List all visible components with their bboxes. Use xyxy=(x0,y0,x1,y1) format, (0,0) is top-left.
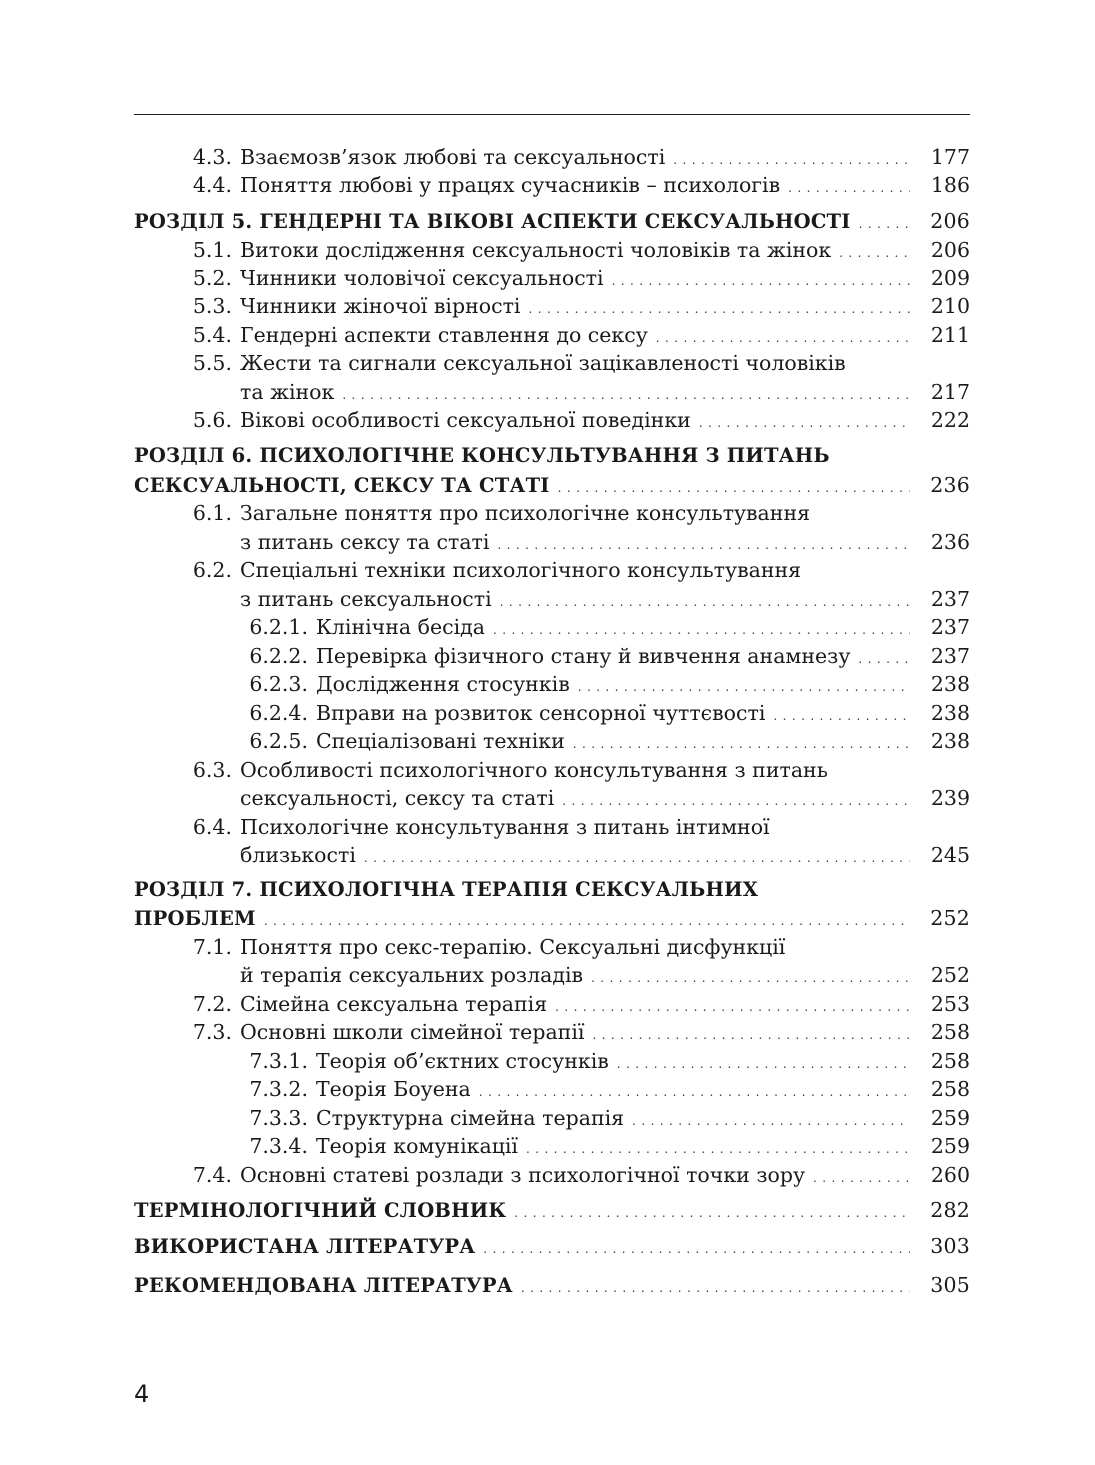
page-ref: 211 xyxy=(930,323,970,347)
page-ref: 259 xyxy=(930,1106,970,1130)
dot-leader xyxy=(364,841,910,869)
toc-subentry xyxy=(0,1047,1095,1075)
section-number: 6.3. xyxy=(192,758,232,782)
page-ref: 209 xyxy=(930,266,970,290)
page-ref: 258 xyxy=(930,1049,970,1073)
subsection-number: 6.2.1. xyxy=(249,615,308,639)
dot-leader xyxy=(788,171,910,199)
dot-leader xyxy=(479,1075,910,1103)
toc-subentry xyxy=(0,727,1095,755)
page-ref: 238 xyxy=(930,672,970,696)
dot-leader xyxy=(562,784,910,812)
page-ref: 303 xyxy=(930,1234,970,1258)
section-number: 7.4. xyxy=(192,1163,232,1187)
dot-leader xyxy=(342,378,910,406)
section-title-continued: з питань сексуальності xyxy=(240,587,492,611)
dot-leader xyxy=(858,642,910,670)
dot-leader xyxy=(591,961,910,989)
section-title: Основні школи сімейної терапії xyxy=(240,1020,585,1044)
section-title: Сімейна сексуальна терапія xyxy=(240,992,548,1016)
dot-leader xyxy=(632,1104,910,1132)
dot-leader xyxy=(699,406,910,434)
toc-subentry xyxy=(0,699,1095,727)
section-title: Загальне поняття про психологічне консультування xyxy=(240,501,811,525)
section-title-continued: та жінок xyxy=(240,380,335,404)
references-title: ВИКОРИСТАНА ЛІТЕРАТУРА xyxy=(134,1235,476,1258)
section-number: 5.1. xyxy=(192,238,232,262)
subsection-number: 6.2.5. xyxy=(249,729,308,753)
section-title: Чинники чоловічої сексуальності xyxy=(240,266,604,290)
toc-entry xyxy=(0,1018,1095,1046)
subsection-title: Клінічна бесіда xyxy=(316,615,485,639)
toc-entry xyxy=(0,990,1095,1018)
chapter-title: РОЗДІЛ 5. ГЕНДЕРНІ ТА ВІКОВІ АСПЕКТИ СЕКСУАЛЬНОСТІ xyxy=(134,210,851,233)
toc-chapter xyxy=(0,442,1095,470)
toc-entry xyxy=(0,406,1095,434)
toc-chapter xyxy=(0,1196,1095,1225)
page-ref: 222 xyxy=(930,408,970,432)
section-title: Чинники жіночої вірності xyxy=(240,294,521,318)
subsection-title: Перевірка фізичного стану й вивчення анамнезу xyxy=(316,644,851,668)
page-ref: 237 xyxy=(930,615,970,639)
subsection-title: Спеціалізовані техніки xyxy=(316,729,565,753)
toc-chapter-continuation xyxy=(0,904,1095,933)
dot-leader xyxy=(497,528,910,556)
toc-entry xyxy=(0,756,1095,784)
toc-entry-continuation xyxy=(0,961,1095,989)
section-number: 4.4. xyxy=(192,173,232,197)
chapter-title-continued: СЕКСУАЛЬНОСТІ, СЕКСУ ТА СТАТІ xyxy=(134,474,550,497)
page-ref: 177 xyxy=(930,145,970,169)
toc-subentry xyxy=(0,613,1095,641)
toc-subentry xyxy=(0,1132,1095,1160)
toc-entry xyxy=(0,349,1095,377)
chapter-title: РОЗДІЛ 6. ПСИХОЛОГІЧНЕ КОНСУЛЬТУВАННЯ З ПИТАНЬ xyxy=(134,444,830,467)
page-ref: 217 xyxy=(930,380,970,404)
page-ref: 258 xyxy=(930,1077,970,1101)
section-number: 4.3. xyxy=(192,145,232,169)
toc-entry xyxy=(0,321,1095,349)
dot-leader xyxy=(526,1132,910,1160)
dot-leader xyxy=(859,208,910,236)
section-title: Гендерні аспекти ставлення до сексу xyxy=(240,323,648,347)
subsection-title: Дослідження стосунків xyxy=(316,672,570,696)
toc-subentry xyxy=(0,1075,1095,1103)
section-title: Спеціальні техніки психологічного консультування xyxy=(240,558,802,582)
section-number: 5.6. xyxy=(192,408,232,432)
toc-chapter xyxy=(0,1271,1095,1300)
page-ref: 252 xyxy=(930,963,970,987)
page-ref: 238 xyxy=(930,729,970,753)
subsection-number: 7.3.4. xyxy=(249,1134,308,1158)
toc-entry-continuation xyxy=(0,378,1095,406)
dot-leader xyxy=(592,1018,910,1046)
dot-leader xyxy=(813,1161,910,1189)
page-ref: 258 xyxy=(930,1020,970,1044)
subsection-title: Вправи на розвиток сенсорної чуттєвості xyxy=(316,701,766,725)
dot-leader xyxy=(483,1233,910,1261)
section-number: 5.5. xyxy=(192,351,232,375)
page-ref: 236 xyxy=(930,473,970,497)
dot-leader xyxy=(573,727,910,755)
section-title: Психологічне консультування з питань інтимної xyxy=(240,815,770,839)
page-ref: 238 xyxy=(930,701,970,725)
section-title-continued: й терапія сексуальних розладів xyxy=(240,963,584,987)
section-number: 6.2. xyxy=(192,558,232,582)
section-number: 6.4. xyxy=(192,815,232,839)
recommended-reading-title: РЕКОМЕНДОВАНА ЛІТЕРАТУРА xyxy=(134,1274,513,1297)
subsection-title: Теорія об’єктних стосунків xyxy=(316,1049,609,1073)
dot-leader xyxy=(773,699,910,727)
dot-leader xyxy=(578,670,910,698)
chapter-title-continued: ПРОБЛЕМ xyxy=(134,907,256,930)
subsection-number: 7.3.1. xyxy=(249,1049,308,1073)
toc-entry xyxy=(0,813,1095,841)
toc-chapter xyxy=(0,1232,1095,1261)
page-ref: 206 xyxy=(930,209,970,233)
page-number: 4 xyxy=(134,1380,150,1408)
page-ref: 253 xyxy=(930,992,970,1016)
toc-chapter-continuation xyxy=(0,471,1095,500)
section-number: 6.1. xyxy=(192,501,232,525)
section-title: Жести та сигнали сексуальної зацікавленості чоловіків xyxy=(240,351,846,375)
subsection-number: 6.2.4. xyxy=(249,701,308,725)
section-title: Основні статеві розлади з психологічної точки зору xyxy=(240,1163,806,1187)
toc-entry xyxy=(0,499,1095,527)
section-number: 5.3. xyxy=(192,294,232,318)
dot-leader xyxy=(558,472,910,500)
toc-entry-continuation xyxy=(0,841,1095,869)
subsection-title: Теорія Боуена xyxy=(316,1077,471,1101)
dot-leader xyxy=(656,321,910,349)
toc-entry-continuation xyxy=(0,585,1095,613)
subsection-number: 6.2.3. xyxy=(249,672,308,696)
page-ref: 206 xyxy=(930,238,970,262)
section-number: 7.2. xyxy=(192,992,232,1016)
page-ref: 237 xyxy=(930,587,970,611)
dot-leader xyxy=(673,143,910,171)
dot-leader xyxy=(617,1047,910,1075)
toc-subentry xyxy=(0,642,1095,670)
section-title: Взаємозв’язок любові та сексуальності xyxy=(240,145,666,169)
dot-leader xyxy=(264,905,910,933)
page-ref: 210 xyxy=(930,294,970,318)
section-title: Вікові особливості сексуальної поведінки xyxy=(240,408,691,432)
section-title-continued: з питань сексу та статі xyxy=(240,530,490,554)
dot-leader xyxy=(493,613,910,641)
toc-entry-continuation xyxy=(0,784,1095,812)
toc-entry xyxy=(0,556,1095,584)
page-ref: 305 xyxy=(930,1273,970,1297)
section-title: Поняття любові у працях сучасників – психологів xyxy=(240,173,781,197)
toc-entry-continuation xyxy=(0,528,1095,556)
page-ref: 239 xyxy=(930,786,970,810)
dot-leader xyxy=(521,1272,910,1300)
toc-entry xyxy=(0,264,1095,292)
toc-entry xyxy=(0,933,1095,961)
page-ref: 282 xyxy=(930,1198,970,1222)
dot-leader xyxy=(514,1197,910,1225)
chapter-title: РОЗДІЛ 7. ПСИХОЛОГІЧНА ТЕРАПІЯ СЕКСУАЛЬНИХ xyxy=(134,878,759,901)
toc-chapter xyxy=(0,207,1095,236)
subsection-title: Структурна сімейна терапія xyxy=(316,1106,625,1130)
toc-chapter xyxy=(0,876,1095,904)
toc-entry xyxy=(0,171,1095,199)
dot-leader xyxy=(555,990,910,1018)
toc-entry xyxy=(0,292,1095,320)
section-number: 5.4. xyxy=(192,323,232,347)
subsection-number: 7.3.2. xyxy=(249,1077,308,1101)
section-title: Поняття про секс-терапію. Сексуальні дисфункції xyxy=(240,935,786,959)
page-ref: 245 xyxy=(930,843,970,867)
page-ref: 237 xyxy=(930,644,970,668)
page-ref: 236 xyxy=(930,530,970,554)
subsection-title: Теорія комунікації xyxy=(316,1134,518,1158)
page-ref: 186 xyxy=(930,173,970,197)
page-ref: 260 xyxy=(930,1163,970,1187)
section-title: Особливості психологічного консультування з питань xyxy=(240,758,828,782)
toc-entry xyxy=(0,143,1095,171)
glossary-title: ТЕРМІНОЛОГІЧНИЙ СЛОВНИК xyxy=(134,1199,507,1222)
section-number: 7.3. xyxy=(192,1020,232,1044)
subsection-number: 7.3.3. xyxy=(249,1106,308,1130)
section-number: 7.1. xyxy=(192,935,232,959)
dot-leader xyxy=(500,585,910,613)
section-title-continued: сексуальності, сексу та статі xyxy=(240,786,555,810)
dot-leader xyxy=(839,236,910,264)
toc-subentry xyxy=(0,670,1095,698)
toc-entry xyxy=(0,1161,1095,1189)
toc-entry xyxy=(0,236,1095,264)
dot-leader xyxy=(528,292,910,320)
toc-subentry xyxy=(0,1104,1095,1132)
section-title: Витоки дослідження сексуальності чоловіків та жінок xyxy=(240,238,832,262)
subsection-number: 6.2.2. xyxy=(249,644,308,668)
section-number: 5.2. xyxy=(192,266,232,290)
section-title-continued: близькості xyxy=(240,843,356,867)
page-ref: 259 xyxy=(930,1134,970,1158)
page-ref: 252 xyxy=(930,906,970,930)
dot-leader xyxy=(612,264,910,292)
